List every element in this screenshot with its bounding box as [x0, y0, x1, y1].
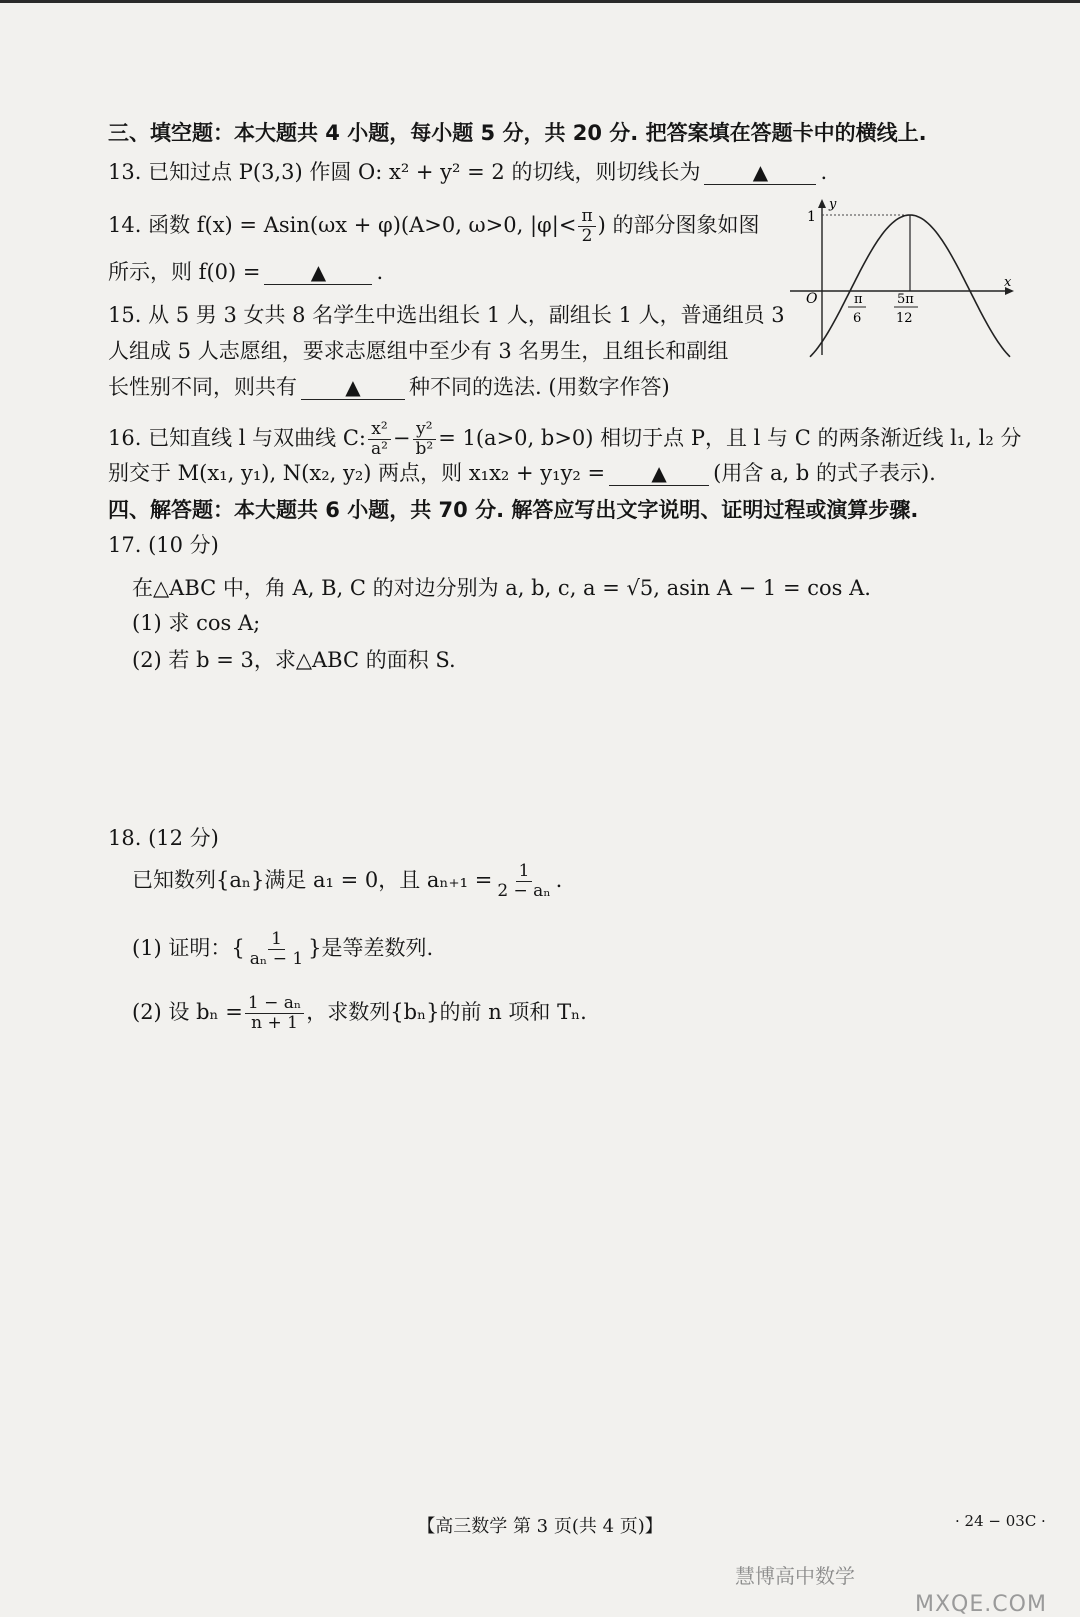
- q13-text: 13. 已知过点 P(3,3) 作圆 O: x² + y² = 2 的切线，则切线长为: [108, 160, 701, 184]
- page-footer: 【高三数学 第 3 页(共 4 页)】: [417, 1516, 663, 1537]
- question-14-line2: 所示，则 f(0) = ▲ .: [108, 260, 384, 284]
- question-15-line1: 15. 从 5 男 3 女共 8 名学生中选出组长 1 人，副组长 1 人，普通组员 3: [108, 303, 785, 327]
- recurrence-fraction: $\frac{1}{\text{2 − aₙ}}$: [497, 861, 551, 901]
- section4-heading: 四、解答题：本大题共 6 小题，共 70 分. 解答应写出文字说明、证明过程或演算步骤.: [108, 498, 919, 522]
- tick-pi6-den: 6: [853, 311, 862, 326]
- q17-part1: (1) 求 cos A;: [132, 611, 261, 635]
- answer-blank-13[interactable]: [704, 160, 816, 185]
- q18-stem: 已知数列{aₙ}满足 a₁ = 0，且 aₙ₊₁ = $\frac{1}{\text{2 − aₙ}}$ .: [132, 861, 563, 901]
- x-axis-label: x: [1004, 275, 1012, 290]
- q18-header: 18. (12 分): [108, 826, 219, 850]
- answer-blank-15[interactable]: [301, 375, 405, 400]
- tick-5pi12-num: 5π: [897, 292, 914, 307]
- x2-over-a2-fraction: $\frac{\text{x²}}{\text{a²}}$: [368, 420, 391, 459]
- triangle-icon: ▲: [310, 260, 327, 284]
- question-15-line2: 人组成 5 人志愿组，要求志愿组中至少有 3 名男生，且组长和副组: [108, 339, 729, 363]
- q18-part2: (2) 设 bₙ = $\frac{\text{1 − aₙ}}{n + 1}$ ，求数列{bₙ}的前 n 项和 Tₙ.: [132, 993, 587, 1033]
- section3-heading: 三、填空题：本大题共 4 小题，每小题 5 分，共 20 分. 把答案填在答题卡中的横线上.: [108, 121, 927, 145]
- triangle-icon: ▲: [752, 160, 769, 184]
- triangle-icon: ▲: [651, 461, 667, 485]
- y-tick-1: 1: [807, 209, 816, 225]
- watermark-site: MXQE.COM: [915, 1592, 1047, 1617]
- tick-5pi12-den: 12: [896, 311, 913, 326]
- q17-stem: 在△ABC 中，角 A, B, C 的对边分别为 a, b, c, a = √5, asin A − 1 = cos A.: [132, 576, 871, 600]
- origin-label: O: [806, 291, 818, 307]
- question-13: 13. 已知过点 P(3,3) 作圆 O: x² + y² = 2 的切线，则切线长为 ▲ .: [108, 160, 828, 184]
- y-axis-arrow: [818, 199, 826, 208]
- answer-blank-14[interactable]: [264, 260, 372, 285]
- q18-part1: (1) 证明：{ $\frac{1}{\text{aₙ − 1}}$ }是等差数列.: [132, 929, 434, 969]
- question-16-line1: 16. 已知直线 l 与双曲线 C: $\frac{\text{x²}}{\text{a²}}$ − $\frac{\text{y²}}{\text{b²}}$ = 1(a>0, b>0) 相切于点 P，且 l 与 C 的两条渐近线 l₁, l₂ 分: [108, 419, 1022, 459]
- pi-over-2-fraction: $\frac{\pi}{2}$: [578, 207, 595, 246]
- watermark-text: 慧博高中数学: [735, 1564, 855, 1588]
- triangle-icon: ▲: [345, 375, 361, 399]
- sine-graph: [790, 195, 1020, 360]
- question-16-line2: 别交于 M(x₁, y₁), N(x₂, y₂) 两点，则 x₁x₂ + y₁y₂ = ▲ (用含 a, b 的式子表示).: [108, 461, 936, 485]
- question-15-line3: 长性别不同，则共有 ▲ 种不同的选法. (用数字作答): [108, 375, 670, 399]
- tick-pi6-num: π: [854, 292, 863, 307]
- inverse-fraction: $\frac{1}{\text{aₙ − 1}}$: [249, 929, 304, 969]
- q17-part2: (2) 若 b = 3，求△ABC 的面积 S.: [132, 648, 456, 672]
- answer-blank-16[interactable]: [609, 461, 709, 486]
- q17-header: 17. (10 分): [108, 533, 219, 557]
- y-axis-label: y: [829, 197, 837, 212]
- question-14-line1: 14. 函数 f(x) = Asin(ωx + φ)(A>0, ω>0, |φ|< $\frac{\pi}{2}$ ) 的部分图象如图: [108, 206, 760, 246]
- y2-over-b2-fraction: $\frac{\text{y²}}{\text{b²}}$: [413, 420, 437, 459]
- paper-code: · 24 − 03C ·: [955, 1512, 1046, 1530]
- top-border: [0, 0, 1080, 3]
- bn-fraction: $\frac{\text{1 − aₙ}}{n + 1}$: [245, 994, 304, 1033]
